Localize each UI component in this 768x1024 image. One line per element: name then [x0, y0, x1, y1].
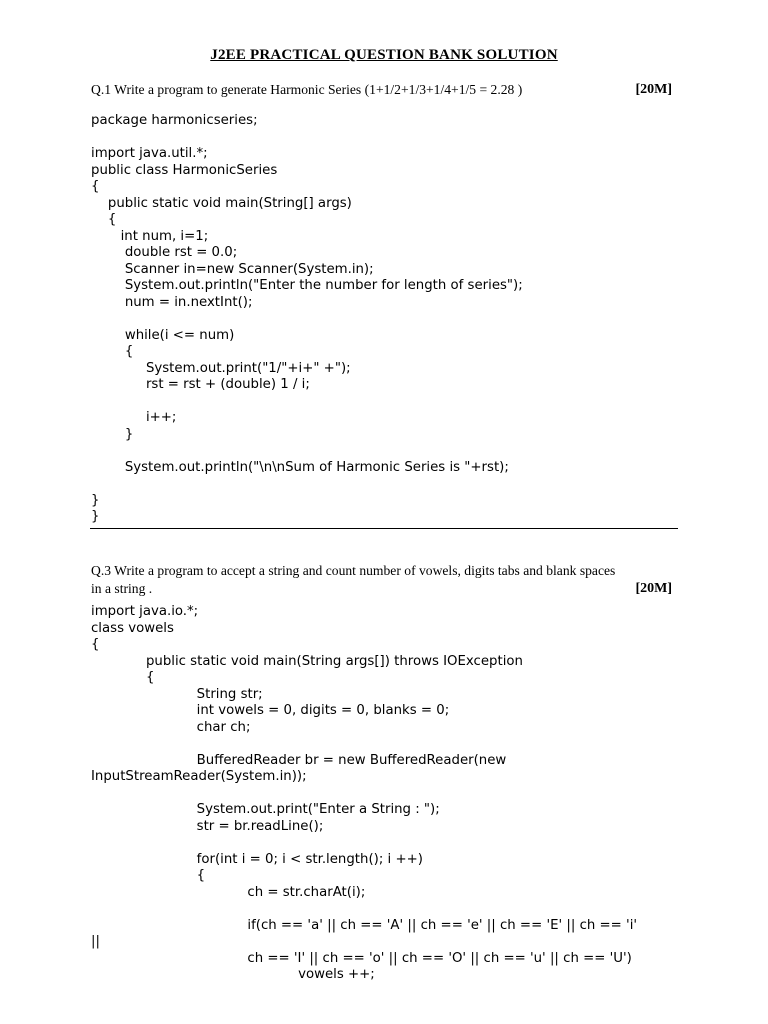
question-1-code: package harmonicseries; import java.util.*; public class HarmonicSeries { public static void main(String[] args) { int num, i=1; double rst = 0.0; Scanner in=new Scanner(System.in); System.out.println("Enter the number for length of series"); num = in.nextInt(); while(i <= num) { System.out.print("1/"+i+" +"); rst = rst + (double) 1 / i; i++; } System.out.println("\n\nSum of Harmonic Series is "+rst); } }: [91, 113, 523, 524]
question-1-text: Q.1 Write a program to generate Harmonic Series (1+1/2+1/3+1/4+1/5 = 2.28 ): [91, 82, 523, 97]
question-3-text-line1: Q.3 Write a program to accept a string and count number of vowels, digits tabs and blank spaces: [91, 563, 616, 578]
question-3-text-line2: in a string .: [91, 581, 153, 596]
question-3-code: import java.io.*; class vowels { public static void main(String args[]) throws IOException { String str; int vowels = 0, digits = 0, blanks = 0; char ch; BufferedReader br = new BufferedReader(new InputStreamReader(System.in)); System.out.print("Enter a String : "); str = br.readLine(); for(int i = 0; i < str.length(); i ++) { ch = str.charAt(i); if(ch == 'a' || ch == 'A' || ch == 'e' || ch == 'E' || ch == 'i' || ch == 'I' || ch == 'o' || ch == 'O' || ch == 'u' || ch == 'U') vowels ++;: [91, 604, 638, 982]
document-title: J2EE PRACTICAL QUESTION BANK SOLUTION: [210, 47, 558, 63]
question-1-marks: [20M]: [635, 82, 672, 97]
section-divider: [90, 528, 678, 529]
question-3-marks: [20M]: [635, 581, 672, 596]
